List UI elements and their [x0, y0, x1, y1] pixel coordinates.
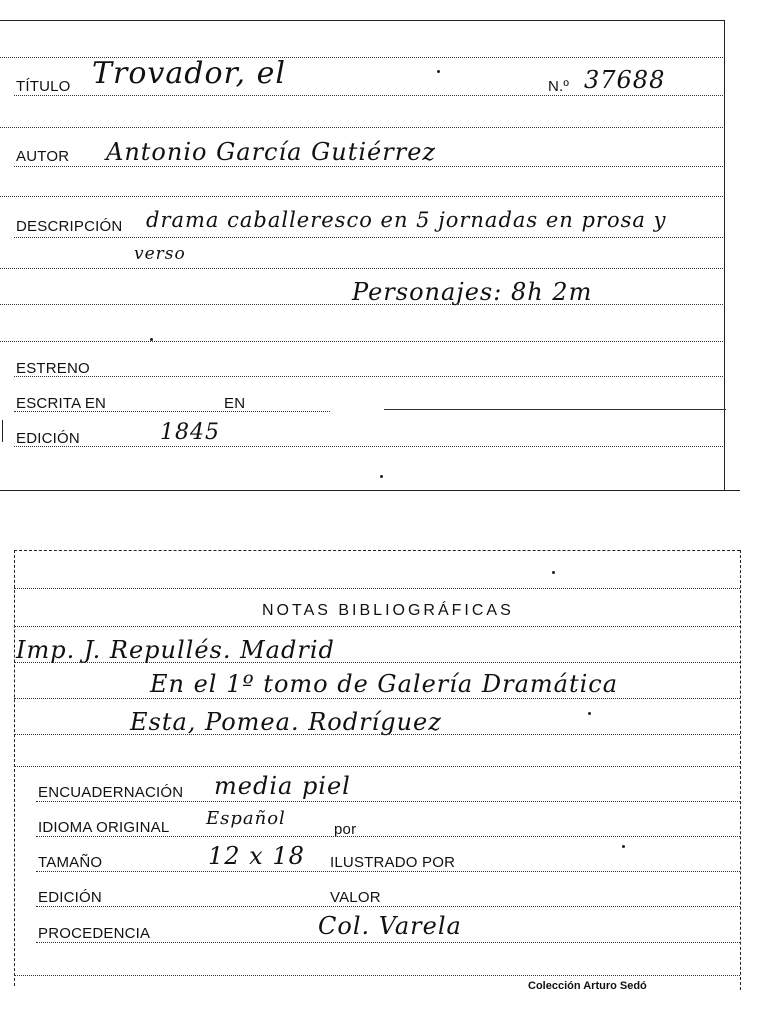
titulo-value: Trovador, el: [92, 56, 286, 91]
edicion-value: 1845: [160, 420, 220, 445]
card1-rule-desc-1: [14, 237, 725, 238]
speck: [150, 338, 153, 341]
card1-rule-2: [0, 127, 725, 128]
descripcion-line-1: drama caballeresco en 5 jornadas en prosa y: [146, 208, 667, 232]
card2-rule-3: [14, 698, 740, 699]
card1-bottom-border: [0, 490, 740, 491]
edicion-label: EDICIÓN: [16, 430, 80, 447]
card1-rule-estreno: [14, 376, 725, 377]
ilustrado-label: ILUSTRADO POR: [330, 854, 456, 871]
card1-rule-titulo: [14, 95, 725, 96]
card2-rule-edicion: [36, 906, 740, 907]
descripcion-line-3: Personajes: 8h 2m: [352, 278, 593, 306]
card1-right-border: [724, 20, 725, 490]
encuadernacion-value: media piel: [214, 772, 351, 800]
speck: [380, 475, 383, 478]
por-label: por: [334, 821, 357, 838]
collection-credit: Colección Arturo Sedó: [528, 980, 647, 992]
idioma-value: Español: [206, 808, 286, 829]
autor-label: AUTOR: [16, 148, 70, 165]
titulo-label: TÍTULO: [16, 78, 71, 95]
card1-rule-edicion: [14, 446, 725, 447]
card2-rule-encuadernacion: [36, 801, 740, 802]
card2-rule-4: [14, 734, 740, 735]
notas-title: NOTAS BIBLIOGRÁFICAS: [262, 602, 514, 619]
procedencia-label: PROCEDENCIA: [38, 925, 151, 942]
card2-right-border: [740, 550, 741, 990]
encuadernacion-label: ENCUADERNACIÓN: [38, 784, 184, 801]
speck: [437, 70, 440, 73]
card1-rule-desc-4: [0, 341, 725, 342]
card2-rule-notas: [14, 626, 740, 627]
procedencia-value: Col. Varela: [318, 912, 462, 940]
card1-rule-escrita-a: [14, 411, 330, 412]
escrita-en-label: ESCRITA EN: [16, 395, 107, 412]
en-label: EN: [224, 395, 246, 412]
valor-label: VALOR: [330, 889, 381, 906]
card2-rule-tamano: [36, 871, 740, 872]
speck: [622, 845, 625, 848]
tamano-label: TAMAÑO: [38, 854, 103, 871]
speck: [588, 712, 591, 715]
notas-line-2: En el 1º tomo de Galería Dramática: [150, 670, 619, 698]
card1-rule-desc-2: [0, 268, 725, 269]
card2-top-border: [14, 550, 740, 551]
card2-rule-procedencia: [36, 942, 740, 943]
card1-rule-autor: [14, 166, 725, 167]
notas-line-1: Imp. J. Repullés. Madrid: [16, 636, 335, 664]
card2-left-border: [14, 550, 15, 986]
idioma-label: IDIOMA ORIGINAL: [38, 819, 170, 836]
card1-rule-3: [0, 196, 725, 197]
speck: [552, 571, 555, 574]
autor-value: Antonio García Gutiérrez: [106, 138, 437, 166]
card1-top-border: [0, 20, 725, 21]
card2-bottom-border: [14, 975, 740, 976]
numero-label: N.º: [548, 78, 570, 95]
card2-rule-5: [14, 766, 740, 767]
estreno-label: ESTRENO: [16, 360, 90, 377]
card2-rule-1: [14, 588, 740, 589]
card2-rule-2: [14, 662, 740, 663]
numero-value: 37688: [584, 66, 666, 94]
descripcion-label: DESCRIPCIÓN: [16, 218, 123, 235]
card2-rule-idioma: [36, 836, 740, 837]
notas-line-3: Esta, Pomea. Rodríguez: [130, 708, 442, 736]
card1-rule-escrita-b: [384, 409, 726, 410]
edicion2-label: EDICIÓN: [38, 889, 102, 906]
card1-left-mark: [2, 420, 3, 442]
tamano-value: 12 x 18: [208, 842, 305, 870]
descripcion-line-2: verso: [134, 244, 186, 264]
card1-rule-desc-3: [0, 304, 725, 305]
